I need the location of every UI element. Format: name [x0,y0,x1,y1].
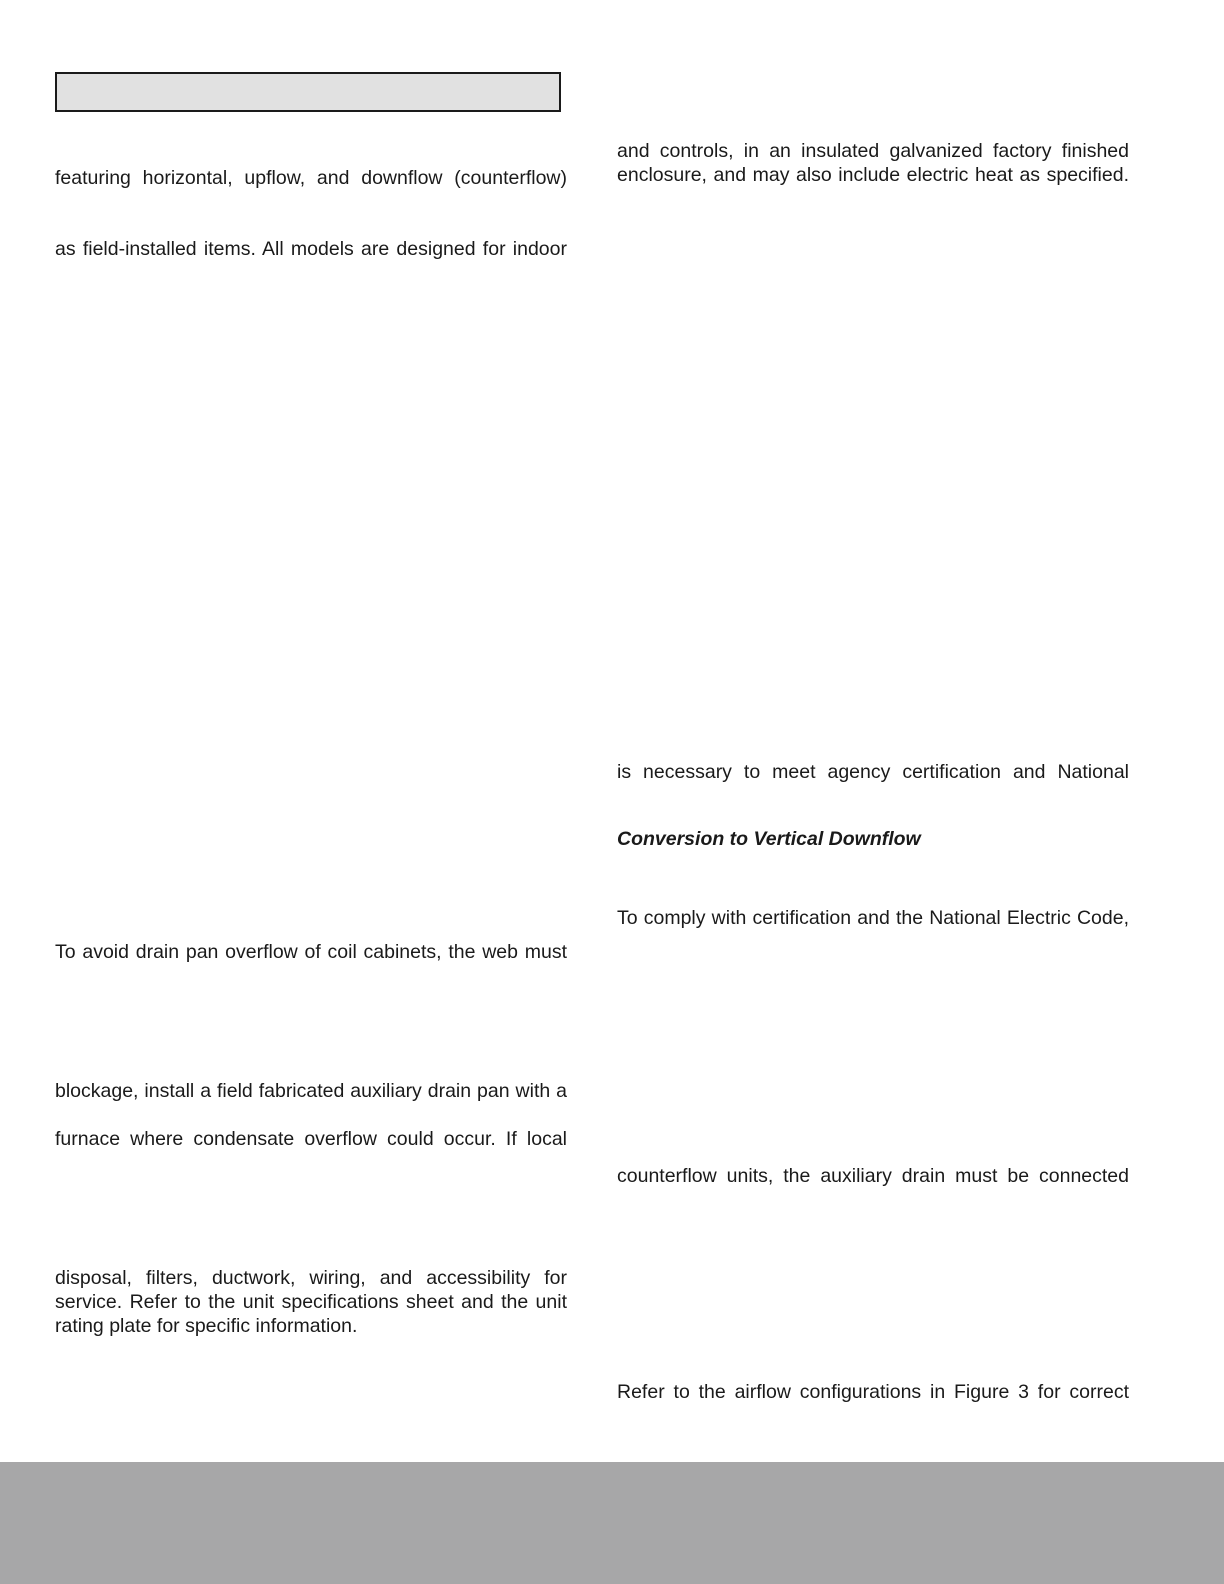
left-paragraph-line: disposal, filters, ductwork, wiring, and accessibility for [55,1267,567,1289]
right-paragraph-line: and controls, in an insulated galvanized factory finished [617,140,1129,162]
left-text-line: To avoid drain pan overflow of coil cabinets, the web must [55,941,567,963]
right-text-line: To comply with certification and the National Electric Code, [617,907,1129,929]
section-heading: Conversion to Vertical Downflow [617,828,921,850]
right-text-line: is necessary to meet agency certification and National [617,761,1129,783]
right-text-line: counterflow units, the auxiliary drain must be connected [617,1165,1129,1187]
left-paragraph-line: rating plate for specific information. [55,1315,358,1337]
right-text-line: Refer to the airflow configurations in Figure 3 for correct [617,1381,1129,1403]
left-text-line: furnace where condensate overflow could occur. If local [55,1128,567,1150]
section-header-box [55,72,561,112]
footer-band [0,1462,1224,1584]
left-text-line: blockage, install a field fabricated auxiliary drain pan with a [55,1080,567,1102]
left-paragraph-line: service. Refer to the unit specifications sheet and the unit [55,1291,567,1313]
left-text-line: as field-installed items. All models are designed for indoor [55,238,567,260]
left-text-line: featuring horizontal, upflow, and downflow (counterflow) [55,167,567,189]
right-paragraph-line: enclosure, and may also include electric heat as specified. [617,164,1129,186]
